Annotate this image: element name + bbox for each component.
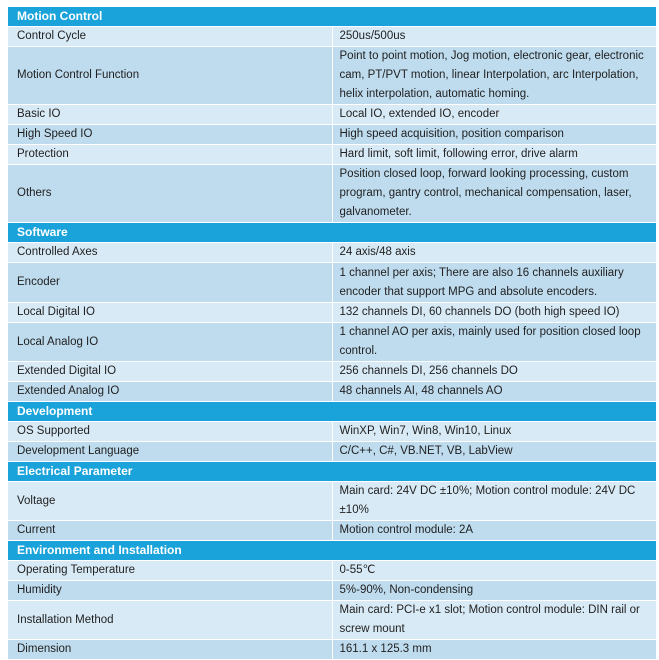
- spec-value: 161.1 x 125.3 mm: [332, 640, 656, 660]
- spec-value: 1 channel AO per axis, mainly used for position closed loop control.: [332, 323, 656, 362]
- spec-label: Extended Digital IO: [8, 362, 332, 382]
- spec-label: Humidity: [8, 581, 332, 601]
- spec-row: [8, 243, 656, 263]
- spec-value: High speed acquisition, position comparison: [332, 125, 656, 145]
- spec-row: [8, 145, 656, 165]
- section-title: Electrical Parameter: [8, 462, 656, 482]
- spec-label: Development Language: [8, 442, 332, 462]
- spec-label: Others: [8, 165, 332, 223]
- spec-row: [8, 521, 656, 541]
- spec-value: WinXP, Win7, Win8, Win10, Linux: [332, 422, 656, 442]
- section-title: Environment and Installation: [8, 541, 656, 561]
- spec-row: [8, 303, 656, 323]
- section-header: [8, 223, 656, 243]
- spec-label: OS Supported: [8, 422, 332, 442]
- spec-table-body: [8, 7, 656, 660]
- spec-row: [8, 125, 656, 145]
- spec-value: Main card: PCI-e x1 slot; Motion control module: DIN rail or screw mount: [332, 601, 656, 640]
- spec-label: Controlled Axes: [8, 243, 332, 263]
- spec-row: [8, 482, 656, 521]
- spec-row: [8, 323, 656, 362]
- spec-label: Voltage: [8, 482, 332, 521]
- spec-row: [8, 581, 656, 601]
- section-header: [8, 462, 656, 482]
- spec-label: Control Cycle: [8, 27, 332, 47]
- spec-table: [8, 7, 656, 660]
- section-header: [8, 541, 656, 561]
- spec-row: [8, 601, 656, 640]
- spec-row: [8, 382, 656, 402]
- spec-label: Local Digital IO: [8, 303, 332, 323]
- spec-label: Current: [8, 521, 332, 541]
- spec-row: [8, 165, 656, 223]
- spec-label: Motion Control Function: [8, 47, 332, 105]
- spec-value: 1 channel per axis; There are also 16 channels auxiliary encoder that support MPG and absolute encoders.: [332, 263, 656, 303]
- section-header: [8, 402, 656, 422]
- section-title: Development: [8, 402, 656, 422]
- spec-row: [8, 27, 656, 47]
- spec-row: [8, 362, 656, 382]
- spec-value: Main card: 24V DC ±10%; Motion control module: 24V DC ±10%: [332, 482, 656, 521]
- spec-value: 48 channels AI, 48 channels AO: [332, 382, 656, 402]
- spec-value: Local IO, extended IO, encoder: [332, 105, 656, 125]
- spec-row: [8, 640, 656, 660]
- spec-value: 132 channels DI, 60 channels DO (both high speed IO): [332, 303, 656, 323]
- spec-label: Installation Method: [8, 601, 332, 640]
- spec-value: 250us/500us: [332, 27, 656, 47]
- section-header: [8, 7, 656, 27]
- spec-label: Encoder: [8, 263, 332, 303]
- spec-row: [8, 47, 656, 105]
- spec-label: High Speed IO: [8, 125, 332, 145]
- section-title: Motion Control: [8, 7, 656, 27]
- spec-value: 24 axis/48 axis: [332, 243, 656, 263]
- spec-value: Hard limit, soft limit, following error, drive alarm: [332, 145, 656, 165]
- spec-row: [8, 263, 656, 303]
- spec-row: [8, 561, 656, 581]
- spec-label: Extended Analog IO: [8, 382, 332, 402]
- spec-row: [8, 442, 656, 462]
- spec-value: C/C++, C#, VB.NET, VB, LabView: [332, 442, 656, 462]
- spec-label: Operating Temperature: [8, 561, 332, 581]
- spec-value: 5%-90%, Non-condensing: [332, 581, 656, 601]
- spec-value: Motion control module: 2A: [332, 521, 656, 541]
- spec-label: Basic IO: [8, 105, 332, 125]
- spec-value: 256 channels DI, 256 channels DO: [332, 362, 656, 382]
- spec-row: [8, 422, 656, 442]
- spec-label: Local Analog IO: [8, 323, 332, 362]
- spec-value: 0-55℃: [332, 561, 656, 581]
- spec-value: Position closed loop, forward looking processing, custom program, gantry control, mechanical compensation, laser, galvanometer.: [332, 165, 656, 223]
- spec-row: [8, 105, 656, 125]
- spec-label: Dimension: [8, 640, 332, 660]
- spec-label: Protection: [8, 145, 332, 165]
- spec-value: Point to point motion, Jog motion, electronic gear, electronic cam, PT/PVT motion, linear Interpolation, arc Interpolation, helix interpolation, automatic homing.: [332, 47, 656, 105]
- section-title: Software: [8, 223, 656, 243]
